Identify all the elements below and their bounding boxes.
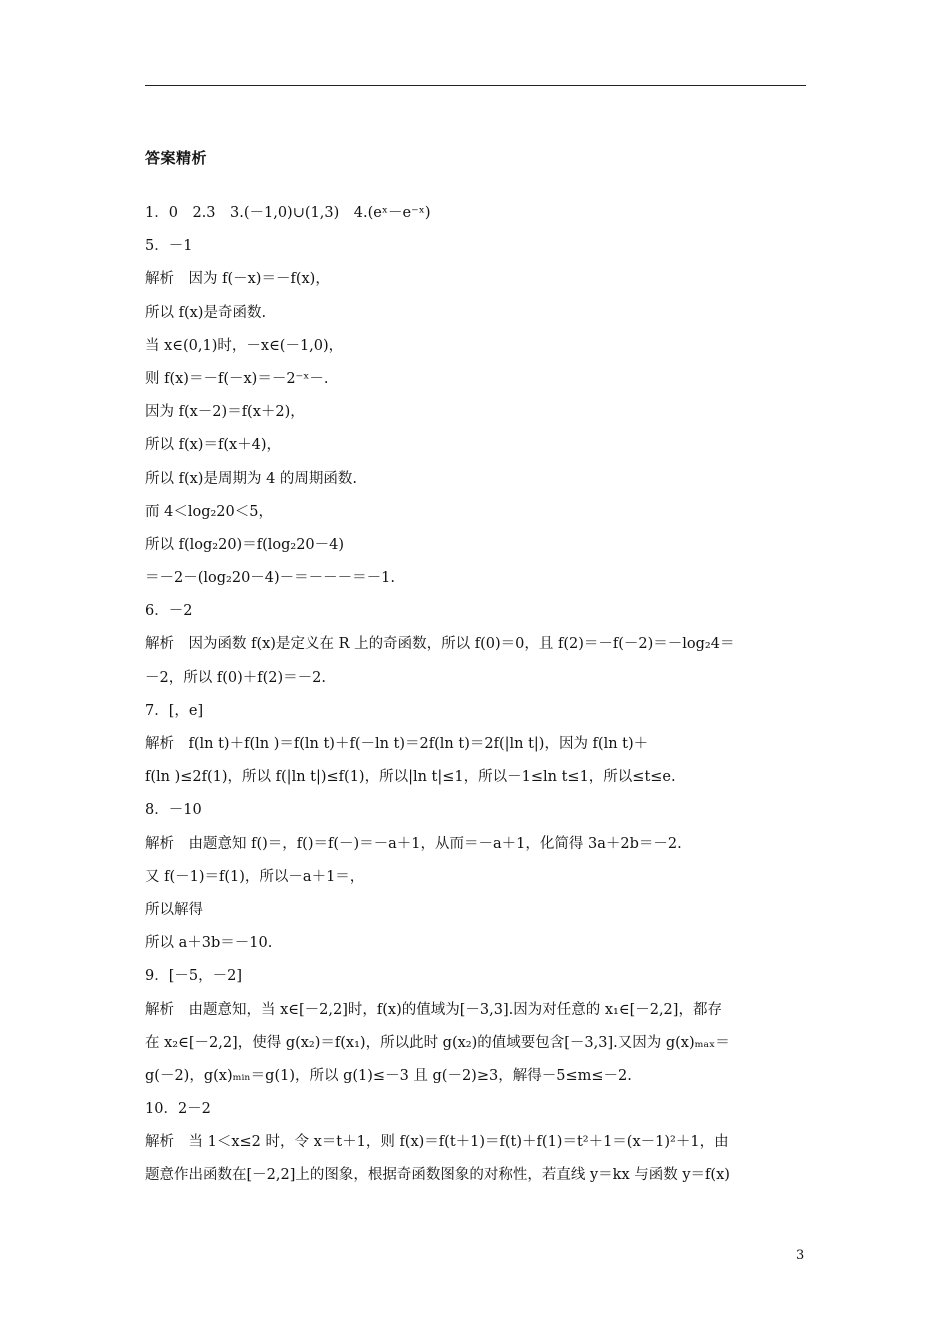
- text-line: 所以 f(x)＝f(x＋4)，: [145, 437, 282, 454]
- text-line: 则 f(x)＝－f(－x)＝－2⁻ˣ－.: [145, 370, 329, 387]
- text-line: 又 f(－1)＝f(1)，所以－a＋1＝，: [145, 868, 365, 885]
- page-number: 3: [796, 1248, 805, 1263]
- text-line: 在 x₂∈[－2,2]，使得 g(x₂)＝f(x₁)，所以此时 g(x₂)的值域要包含[－3,3].又因为 g(x)ₘₐₓ＝: [145, 1034, 730, 1051]
- text-line: 题意作出函数在[－2,2]上的图象，根据奇函数图象的对称性，若直线 y＝kx 与函数 y＝f(x): [145, 1167, 730, 1184]
- text-line: －2，所以 f(0)＋f(2)＝－2.: [145, 669, 326, 686]
- text-line: 而 4＜log₂20＜5，: [145, 503, 273, 520]
- text-line: 解析 f(ln t)＋f(ln )＝f(ln t)＋f(－ln t)＝2f(ln t)＝2f(|ln t|)，因为 f(ln t)＋: [145, 736, 649, 752]
- text-line: 9．[－5，－2]: [145, 968, 242, 985]
- text-line: 5．－1: [145, 238, 193, 255]
- text-line: 所以 f(x)是奇函数.: [145, 304, 267, 321]
- text-line: 7．[，e]: [145, 702, 204, 719]
- text-line: 1．0 2.3 3.(－1,0)∪(1,3) 4.(eˣ－e⁻ˣ): [145, 205, 431, 221]
- text-line: 所以解得: [145, 901, 203, 918]
- answer-body: [145, 197, 810, 1193]
- text-line: g(－2)，g(x)ₘᵢₙ＝g(1)，所以 g(1)≤－3 且 g(－2)≥3，解得－5≤m≤－2.: [145, 1067, 632, 1084]
- page-heading: 答案精析: [145, 149, 208, 167]
- text-line: 6．－2: [145, 603, 193, 620]
- text-line: 所以 a＋3b＝－10.: [145, 935, 273, 952]
- text-line: 解析 由题意知，当 x∈[－2,2]时，f(x)的值域为[－3,3].因为对任意的 x₁∈[－2,2]，都存: [145, 1001, 722, 1018]
- text-line: 8．－10: [145, 802, 202, 819]
- text-line: 所以 f(x)是周期为 4 的周期函数.: [145, 470, 358, 487]
- text-line: 解析 当 1＜x≤2 时，令 x＝t＋1，则 f(x)＝f(t＋1)＝f(t)＋f(1)＝t²＋1＝(x－1)²＋1，由: [145, 1134, 729, 1151]
- text-line: 解析 由题意知 f()＝，f()＝f(－)＝－a＋1，从而＝－a＋1，化简得 3a＋2b＝－2.: [145, 835, 682, 852]
- text-line: 10．2－2: [145, 1101, 211, 1118]
- header-rule: [145, 85, 806, 86]
- text-line: f(ln )≤2f(1)，所以 f(|ln t|)≤f(1)，所以|ln t|≤1，所以－1≤ln t≤1，所以≤t≤e.: [145, 769, 676, 786]
- text-line: 当 x∈(0,1)时，－x∈(－1,0)，: [145, 337, 344, 354]
- text-line: ＝－2－(log₂20－4)－＝－－－＝－1.: [145, 570, 396, 587]
- text-line: 解析 因为 f(－x)＝－f(x)，: [145, 271, 330, 288]
- text-line: 所以 f(log₂20)＝f(log₂20－4): [145, 536, 345, 553]
- text-line: 解析 因为函数 f(x)是定义在 R 上的奇函数，所以 f(0)＝0，且 f(2)＝－f(－2)＝－log₂4＝: [145, 636, 735, 653]
- text-line: 因为 f(x－2)＝f(x＋2)，: [145, 404, 305, 421]
